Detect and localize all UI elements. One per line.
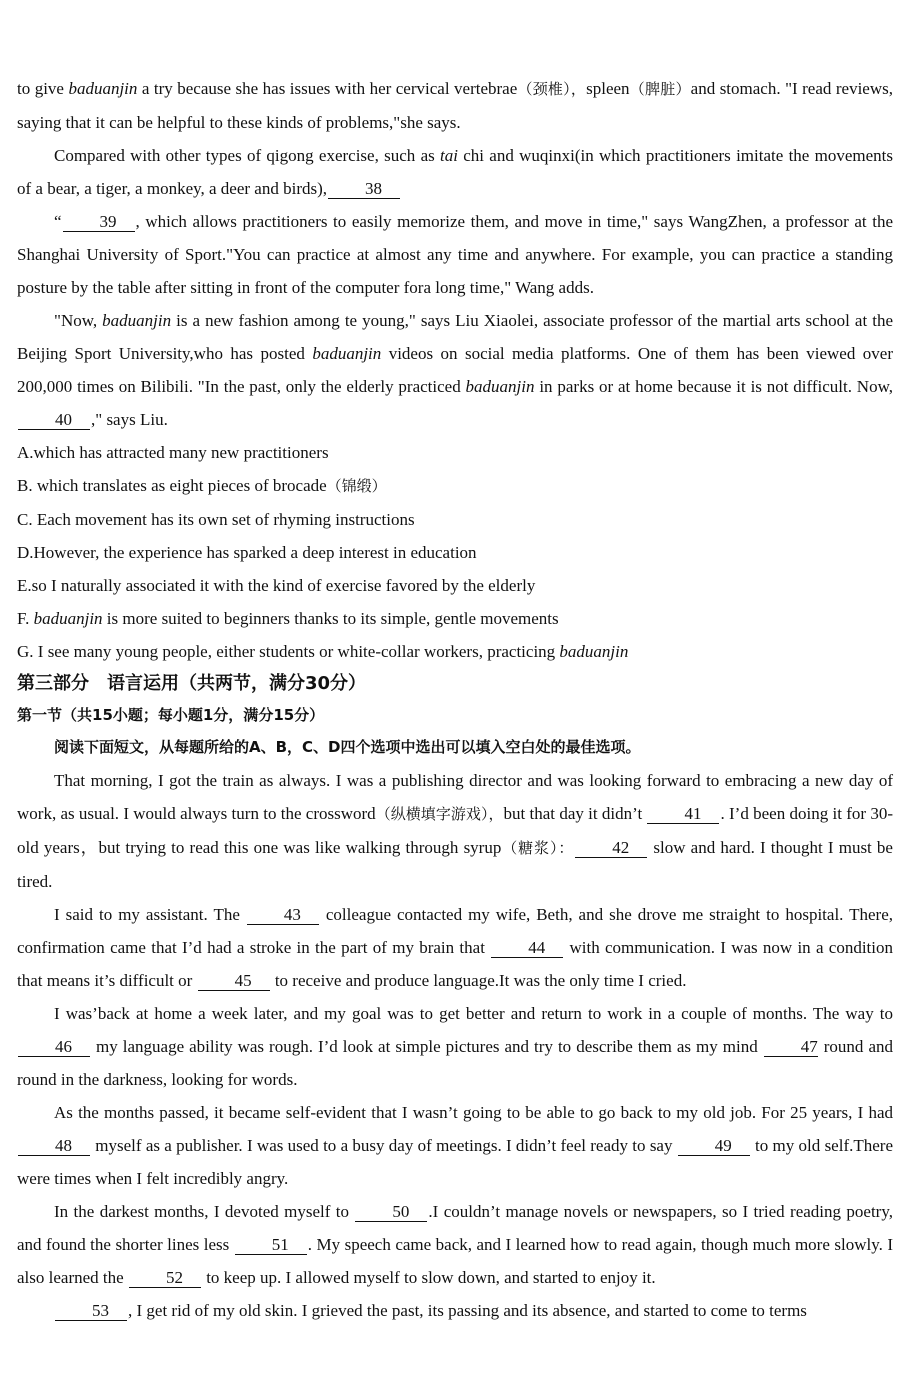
blank-47[interactable]: 47 (764, 1038, 818, 1057)
text: round and round in the darkness, looking for words. (17, 1037, 893, 1089)
text: chi and wuqinxi(in which practitioners imitate the movements of a bear, a tiger, a monkey, a deer and birds), (17, 146, 893, 198)
blank-44[interactable]: 44 (491, 939, 563, 958)
text: , which allows practitioners to easily memorize them, and move in time," says WangZhen, a professor at the Shanghai University of Sport."You can practice at almost any time and anywhere. For example, you can practice a standing posture by the table after sitting in front of the computer fora long time," Wang adds. (17, 212, 893, 297)
section-title: 第一节（共15小题；每小题1分，满分15分） (17, 706, 325, 724)
cloze-paragraph-1 (17, 764, 893, 898)
blank-51[interactable]: 51 (235, 1236, 307, 1255)
text: . I’d been doing it for 30-old years，but trying to read this one was like walking through syrup (17, 804, 893, 857)
text: in parks or at home because it is not difficult. Now, (534, 377, 893, 396)
italic-term: baduanjin (559, 642, 629, 661)
italic-term: baduanjin (465, 377, 535, 396)
blank-50[interactable]: 50 (355, 1203, 427, 1222)
cloze-paragraph-4 (17, 1096, 893, 1195)
text: As the months passed, it became self-evident that I wasn’t going to be able to go back to my old job. For 25 years, I had (54, 1103, 893, 1122)
option-g (17, 635, 893, 668)
text: is a new fashion among te young," says Liu Xiaolei, associate professor of the martial arts school at the Beijing Sport University,who has posted (17, 311, 893, 363)
blank-48[interactable]: 48 (18, 1137, 90, 1156)
italic-term: tai (440, 146, 458, 165)
text: to give (17, 79, 69, 98)
chinese-gloss: （糖浆）： (501, 839, 575, 857)
italic-term: baduanjin (102, 311, 172, 330)
blank-38[interactable]: 38 (328, 180, 400, 199)
blank-41[interactable]: 41 (647, 805, 719, 824)
text: I said to my assistant. The (54, 905, 246, 924)
text: G. I see many young people, either students or white-collar workers, practicing (17, 642, 560, 661)
text: spleen (586, 79, 630, 98)
option-d: D.However, the experience has sparked a deep interest in education (17, 543, 477, 562)
text: . My speech came back, and I learned how to read again, though much more slowly. I also learned the (17, 1235, 893, 1287)
text: .I couldn’t manage novels or newspapers, so I tried reading poetry, and found the shorter lines less (17, 1202, 893, 1254)
text: with communication. I was now in a condition that means it’s difficult or (17, 938, 893, 990)
italic-term: baduanjin (33, 609, 103, 628)
text: In the darkest months, I devoted myself to (54, 1202, 355, 1221)
option-e: E.so I naturally associated it with the kind of exercise favored by the elderly (17, 576, 536, 595)
blank-52[interactable]: 52 (129, 1269, 201, 1288)
text: ," says Liu. (91, 410, 168, 429)
blank-39[interactable]: 39 (63, 213, 135, 232)
part-title: 第三部分 语言运用（共两节，满分30分） (17, 673, 367, 694)
option-a: A.which has attracted many new practitioners (17, 443, 329, 462)
chinese-gloss: （锦缎） (326, 477, 387, 495)
text: to receive and produce language.It was the only time I cried. (270, 971, 687, 990)
text: slow and hard. I thought I must be tired. (17, 838, 893, 891)
italic-term: baduanjin (68, 79, 138, 98)
text: myself as a publisher. I was used to a busy day of meetings. I didn’t feel ready to say (91, 1136, 677, 1155)
text: B. which translates as eight pieces of brocade (17, 476, 327, 495)
chinese-gloss: （脾脏） (629, 80, 691, 98)
blank-53[interactable]: 53 (55, 1302, 127, 1321)
chinese-gloss: （颈椎）， (517, 80, 587, 98)
option-f (17, 602, 893, 635)
text: but that day it didn’t (503, 804, 647, 823)
option-c: C. Each movement has its own set of rhyming instructions (17, 510, 415, 529)
passage-paragraph-4 (17, 304, 893, 436)
passage-paragraph-3 (17, 205, 893, 304)
cloze-paragraph-2 (17, 898, 893, 997)
text: is more suited to beginners thanks to its simple, gentle movements (102, 609, 559, 628)
text: Compared with other types of qigong exercise, such as (54, 146, 441, 165)
blank-46[interactable]: 46 (18, 1038, 90, 1057)
text: I was’back at home a week later, and my goal was to get better and return to work in a couple of months. The way to (54, 1004, 893, 1023)
text: videos on social media platforms. One of them has been viewed over 200,000 times on Bilibili. "In the past, only the elderly practiced (17, 344, 893, 396)
cloze-paragraph-5 (17, 1195, 893, 1294)
text: and stomach. "I read reviews, saying that it can be helpful to these kinds of problems,"she says. (17, 79, 893, 132)
passage-paragraph-1 (17, 72, 893, 139)
text: “ (54, 212, 62, 231)
italic-term: baduanjin (312, 344, 382, 363)
blank-49[interactable]: 49 (678, 1137, 750, 1156)
cloze-paragraph-6 (17, 1294, 893, 1327)
text: colleague contacted my wife, Beth, and she drove me straight to hospital. There, confirmation came that I’d had a stroke in the part of my brain that (17, 905, 893, 957)
text: my language ability was rough. I’d look at simple pictures and try to describe them as my mind (91, 1037, 763, 1056)
blank-43[interactable]: 43 (247, 906, 319, 925)
text: a try because she has issues with her cervical vertebrae (137, 79, 518, 98)
blank-40[interactable]: 40 (18, 411, 90, 430)
text: to keep up. I allowed myself to slow down, and started to enjoy it. (201, 1268, 656, 1287)
text: , I get rid of my old skin. I grieved the past, its passing and its absence, and started to come to terms (128, 1301, 807, 1320)
chinese-gloss: （纵横填字游戏）， (375, 805, 504, 823)
text: to my old self.There were times when I felt incredibly angry. (17, 1136, 893, 1188)
passage-paragraph-2 (17, 139, 893, 205)
blank-45[interactable]: 45 (198, 972, 270, 991)
cloze-paragraph-3 (17, 997, 893, 1096)
document-page (17, 72, 893, 1327)
text: That morning, I got the train as always. I was a publishing director and was looking forward to embracing a new day of work, as usual. I would always turn to the crossword (17, 771, 893, 823)
text: "Now, (54, 311, 103, 330)
text: F. (17, 609, 34, 628)
instruction: 阅读下面短文，从每题所给的A、B，C、D四个选项中选出可以填入空白处的最佳选项。 (54, 738, 641, 756)
option-b (17, 469, 893, 503)
blank-42[interactable]: 42 (575, 839, 647, 858)
